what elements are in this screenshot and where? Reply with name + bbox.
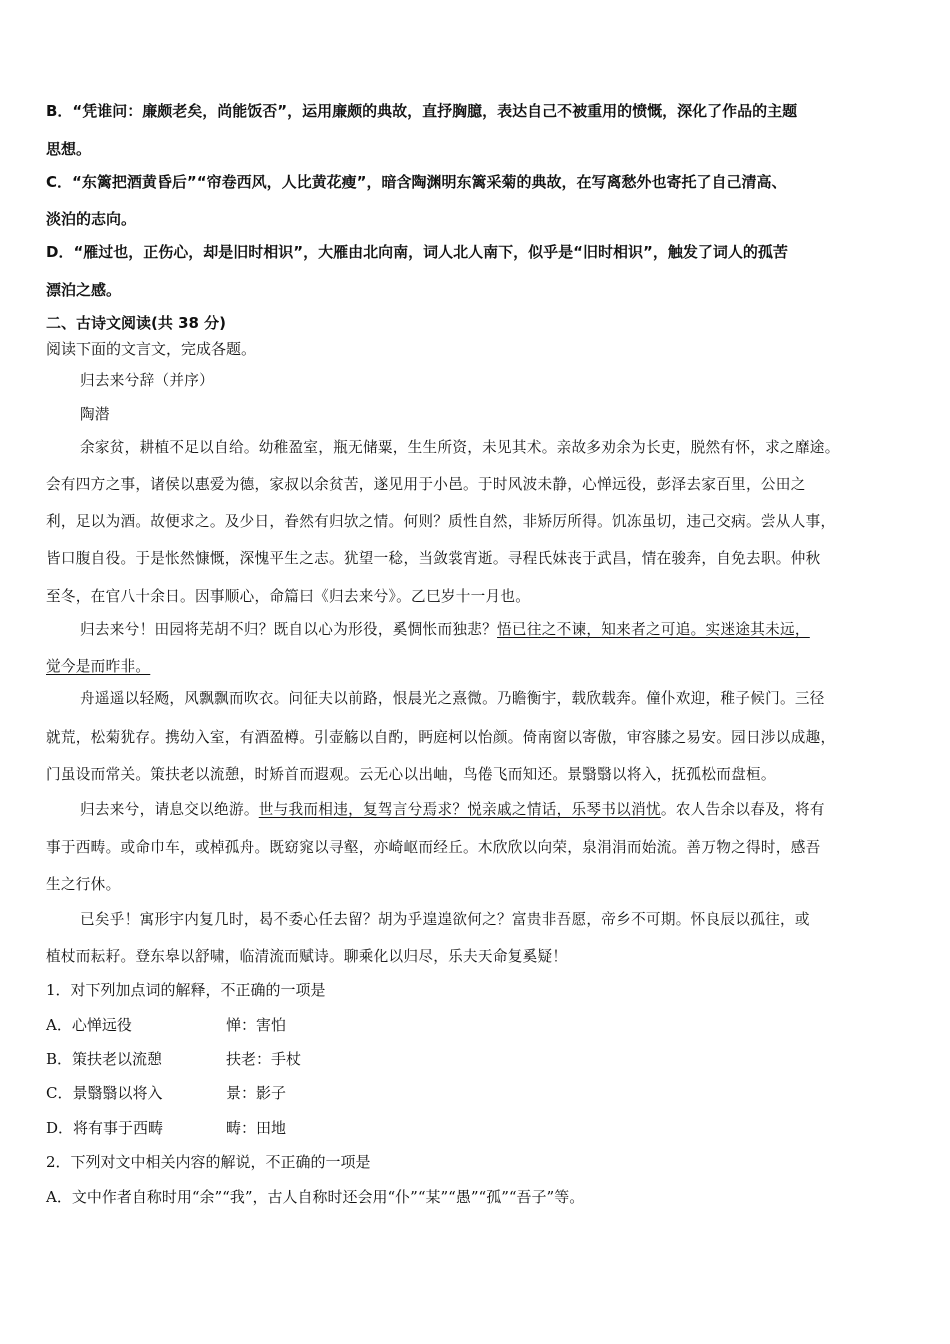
option-c-line2: 淡泊的志向。	[46, 210, 137, 228]
option-d-line1: D．“雁过也，正伤心，却是旧时相识”，大雁由北向南，词人北人南下，似乎是“旧时相识”，触发了词人的孤苦	[46, 243, 788, 261]
para4-text-b: 。农人告余以春及，将有	[660, 801, 825, 818]
para2-line-1	[80, 623, 810, 638]
para2-plain-text: 归去来兮！田园将芜胡不归？既自以心为形役，奚惆怅而独悲？	[80, 621, 498, 638]
para4-underlined-text: 世与我而相违，复驾言兮焉求？悦亲戚之情话，乐琴书以消忧	[258, 801, 661, 818]
para2-line-2	[46, 660, 150, 675]
q2-stem: 2．下列对文中相关内容的解说，不正确的一项是	[46, 1153, 371, 1171]
preface-line-3: 利，足以为酒。故便求之。及少日，眷然有归欤之情。何则？质性自然，非矫厉所得。饥冻虽切，违己交病。尝从人事，	[46, 513, 836, 530]
section-instruction: 阅读下面的文言文，完成各题。	[46, 340, 257, 358]
passage-title: 归去来兮辞（并序）	[80, 372, 215, 389]
q1-option-b	[46, 1050, 302, 1068]
q1-option-c-label: C．景翳翳以将入	[46, 1084, 163, 1102]
option-d-line2: 漂泊之感。	[46, 281, 122, 299]
q2-option-a: A．文中作者自称时用“余”“我”，古人自称时还会用“仆”“某”“愚”“孤”“吾子”等。	[46, 1188, 585, 1206]
q1-option-d	[46, 1119, 287, 1137]
para2-underlined-text-2: 觉今是而昨非。	[46, 658, 151, 675]
preface-line-5: 至冬，在官八十余日。因事顺心，命篇曰《归去来兮》。乙巳岁十一月也。	[46, 588, 531, 605]
option-b-line2: 思想。	[46, 140, 92, 158]
para2-underlined-text: 悟已往之不谏，知来者之可追。实迷途其未远，	[497, 621, 810, 638]
para5-line-2: 植杖而耘耔。登东皋以舒啸，临清流而赋诗。聊乘化以归尽，乐夫天命复奚疑！	[46, 948, 568, 965]
option-b-line1: B．“凭谁问：廉颇老矣，尚能饭否”，运用廉颇的典故，直抒胸臆，表达自己不被重用的愤慨，深化了作品的主题	[46, 102, 798, 120]
q1-option-a	[46, 1016, 287, 1034]
option-c-line1: C．“东篱把酒黄昏后”“帘卷西风，人比黄花瘦”，暗含陶渊明东篱采菊的典故，在写离愁外也寄托了自己清高、	[46, 173, 787, 191]
section-heading: 二、古诗文阅读(共 38 分)	[46, 314, 227, 332]
q1-option-c-gloss: 景：影子	[226, 1084, 287, 1102]
para4-text-a: 归去来兮，请息交以绝游。	[80, 801, 259, 818]
preface-line-2: 会有四方之事，诸侯以惠爱为德，家叔以余贫苦，遂见用于小邑。于时风波未静，心惮远役，彭泽去家百里，公田之	[46, 476, 806, 493]
q1-option-c	[46, 1084, 287, 1102]
preface-line-1: 余家贫，耕植不足以自给。幼稚盈室，瓶无储粟，生生所资，未见其术。亲故多劝余为长吏，脱然有怀，求之靡途。	[80, 439, 840, 456]
para4-line-2: 事于西畴。或命巾车，或棹孤舟。既窈窕以寻壑，亦崎岖而经丘。木欣欣以向荣，泉涓涓而始流。善万物之得时，感吾	[46, 839, 821, 856]
para4-line-3: 生之行休。	[46, 876, 121, 893]
passage-author: 陶潜	[80, 406, 110, 423]
q1-option-b-label: B．策扶老以流憩	[46, 1050, 163, 1068]
q1-option-d-label: D．将有事于西畴	[46, 1119, 164, 1137]
para3-line-2: 就荒，松菊犹存。携幼入室，有酒盈樽。引壶觞以自酌，眄庭柯以怡颜。倚南窗以寄傲，审容膝之易安。园日涉以成趣，	[46, 729, 836, 746]
q1-option-a-label: A．心惮远役	[46, 1016, 132, 1034]
q1-stem: 1．对下列加点词的解释，不正确的一项是	[46, 981, 326, 999]
para4-line-1	[80, 803, 825, 818]
para3-line-1: 舟遥遥以轻飏，风飘飘而吹衣。问征夫以前路，恨晨光之熹微。乃瞻衡宇，载欣载奔。僮仆欢迎，稚子候门。三径	[80, 690, 825, 707]
preface-line-4: 皆口腹自役。于是怅然慷慨，深愧平生之志。犹望一稔，当敛裳宵逝。寻程氏妹丧于武昌，情在骏奔，自免去职。仲秋	[46, 550, 821, 567]
para3-line-3: 门虽设而常关。策扶老以流憩，时矫首而遐观。云无心以出岫，鸟倦飞而知还。景翳翳以将入，抚孤松而盘桓。	[46, 766, 776, 783]
q1-option-b-gloss: 扶老：手杖	[226, 1050, 302, 1068]
q1-option-a-gloss: 惮：害怕	[226, 1016, 287, 1034]
q1-option-d-gloss: 畴：田地	[226, 1119, 287, 1137]
para5-line-1: 已矣乎！寓形宇内复几时，曷不委心任去留？胡为乎遑遑欲何之？富贵非吾愿，帝乡不可期。怀良辰以孤往，或	[80, 911, 810, 928]
